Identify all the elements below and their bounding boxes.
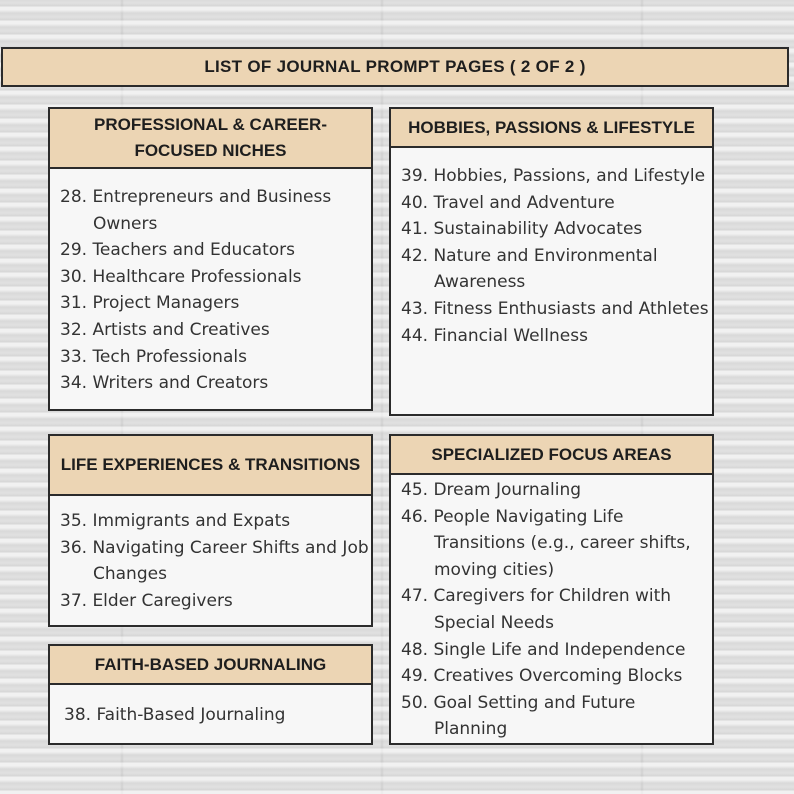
panel-life-experiences: [48, 434, 373, 627]
list-item: 37. Elder Caregivers: [60, 590, 233, 611]
list-item: 39. Hobbies, Passions, and Lifestyle: [401, 166, 706, 186]
panel-list: [391, 148, 712, 349]
list-item: 49. Creatives Overcoming Blocks: [401, 666, 683, 687]
list-item: 30. Healthcare Professionals: [60, 266, 302, 287]
list-item: 31. Project Managers: [60, 293, 240, 314]
panel-list: [50, 496, 371, 614]
list-item: 47. Caregivers for Children with Special Needs: [401, 586, 672, 633]
panel-heading: FAITH-BASED JOURNALING: [50, 646, 371, 685]
list-item: 35. Immigrants and Expats: [60, 511, 291, 531]
panel-heading: PROFESSIONAL & CAREER-FOCUSED NICHES: [50, 109, 371, 169]
panel-heading: LIFE EXPERIENCES & TRANSITIONS: [50, 436, 371, 496]
list-item: 41. Sustainability Advocates: [401, 219, 643, 240]
panel-professional-career: [48, 107, 373, 411]
list-item: 43. Fitness Enthusiasts and Athletes: [401, 298, 709, 319]
list-item: 50. Goal Setting and Future Planning: [401, 692, 636, 740]
panel-hobbies-lifestyle: [389, 107, 714, 416]
panel-heading: HOBBIES, PASSIONS & LIFESTYLE: [391, 109, 712, 148]
panel-specialized-focus: [389, 434, 714, 745]
panel-faith-based: [48, 644, 373, 745]
panel-list: [50, 169, 371, 397]
list-item: 48. Single Life and Independence: [401, 639, 686, 660]
list-item: 29. Teachers and Educators: [60, 240, 296, 261]
panel-list: [50, 685, 371, 729]
list-item: 36. Navigating Career Shifts and Job Changes: [60, 537, 369, 585]
list-item: 33. Tech Professionals: [60, 346, 247, 367]
list-item: 44. Financial Wellness: [401, 325, 588, 346]
list-item: 42. Nature and Environmental Awareness: [401, 245, 658, 293]
page-title-banner: [1, 47, 789, 87]
list-item: 32. Artists and Creatives: [60, 319, 270, 340]
list-item: 28. Entrepreneurs and Business Owners: [60, 187, 332, 234]
list-item: 45. Dream Journaling: [401, 480, 582, 500]
panel-heading: SPECIALIZED FOCUS AREAS: [391, 436, 712, 475]
list-item: 38. Faith-Based Journaling: [64, 705, 286, 725]
list-item: 34. Writers and Creators: [60, 373, 269, 394]
page-title: LIST OF JOURNAL PROMPT PAGES ( 2 OF 2 ): [204, 57, 586, 76]
list-item: 46. People Navigating Life Transitions (e.g., career shifts, moving cities): [401, 506, 691, 580]
list-item: 40. Travel and Adventure: [401, 192, 615, 213]
panel-list: [391, 475, 712, 743]
